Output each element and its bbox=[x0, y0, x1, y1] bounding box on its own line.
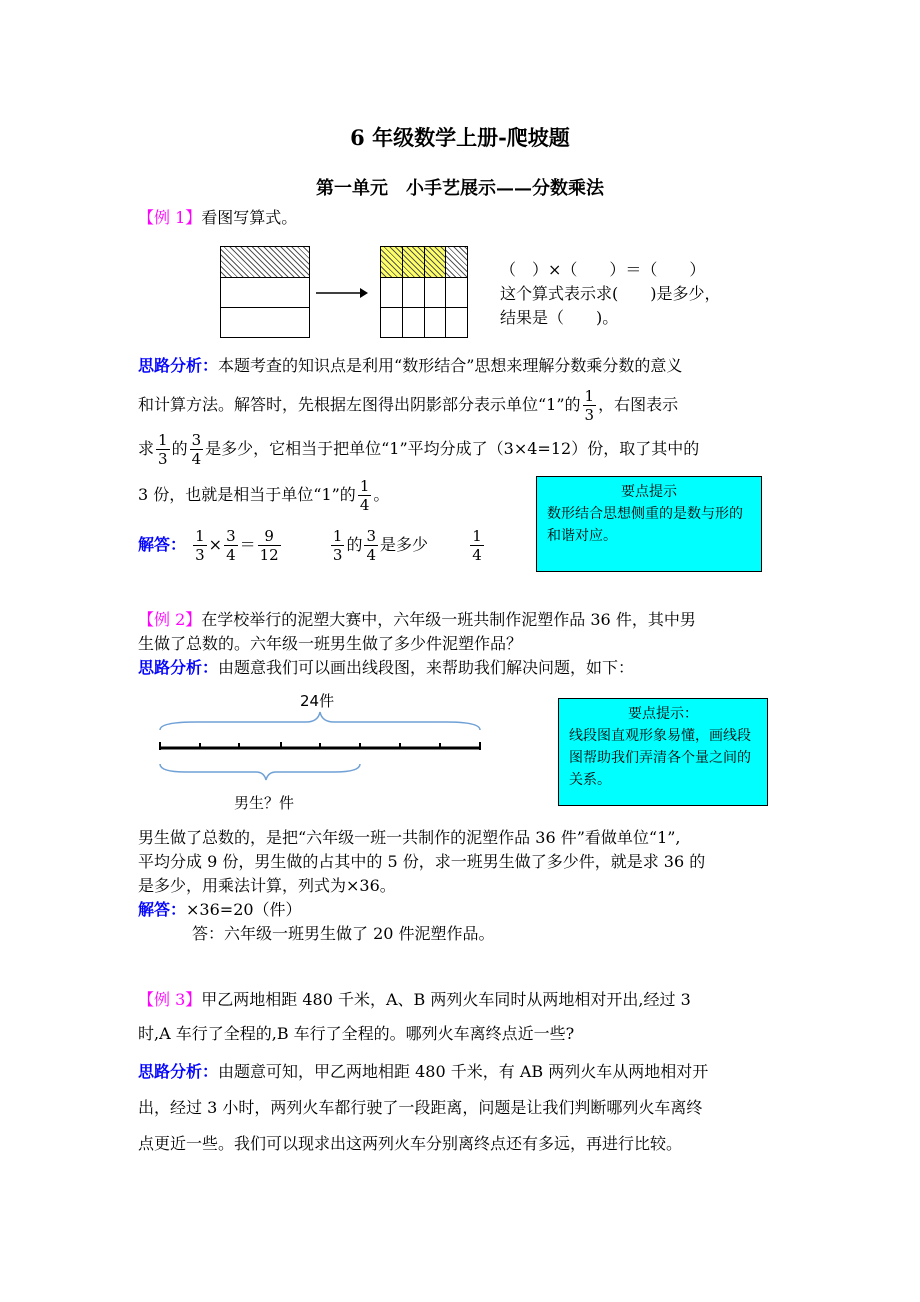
line-segment-diagram bbox=[156, 708, 486, 788]
right-vline-2 bbox=[424, 247, 425, 337]
den: 3 bbox=[332, 546, 343, 564]
example-2-tag: 【例 2】 bbox=[138, 610, 202, 629]
example-1-question: 看图写算式。 bbox=[201, 208, 298, 227]
arrow-icon bbox=[316, 286, 368, 300]
answer-howmuch: 是多少 bbox=[380, 535, 429, 554]
hint-2-body: 线段图直观形象易懂，画线段图帮助我们弄清各个量之间的关系。 bbox=[569, 728, 751, 788]
blank-meaning: 这个算式表示求( )是多少， bbox=[500, 284, 721, 303]
fraction-1-4 bbox=[358, 477, 372, 514]
right-shaded-cells bbox=[381, 247, 445, 277]
den: 4 bbox=[366, 546, 377, 564]
analysis-1-label: 思路分析： bbox=[138, 356, 219, 375]
analysis-2-line bbox=[138, 658, 634, 678]
num: 1 bbox=[472, 527, 482, 545]
answer-fraction-9-12 bbox=[258, 527, 281, 564]
example-2-para-1: 男生做了总数的，是把“六年级一班一共制作的泥塑作品 36 件”看做单位“1”, bbox=[138, 828, 681, 847]
answer-fraction-1-3 bbox=[193, 527, 207, 564]
hint-box-1 bbox=[536, 476, 762, 572]
answer-of: 的 bbox=[346, 535, 363, 554]
blank-result: 结果是（ )。 bbox=[500, 308, 619, 327]
num: 1 bbox=[332, 527, 343, 545]
analysis-1-text-1: 本题考查的知识点是利用“数形结合”思想来理解分数乘分数的意义 bbox=[218, 356, 683, 375]
num: 1 bbox=[158, 431, 168, 449]
example-1-question-line bbox=[138, 208, 297, 228]
left-row-2 bbox=[221, 307, 309, 308]
answer-fraction-3-4 bbox=[224, 527, 238, 564]
analysis-2-label: 思路分析： bbox=[138, 658, 219, 677]
den: 3 bbox=[195, 546, 205, 564]
fraction-3-4 bbox=[190, 431, 204, 468]
den: 4 bbox=[472, 546, 482, 564]
answer-2-text: ×36=20（件） bbox=[186, 900, 302, 919]
analysis-1-text-2a: 和计算方法。解答时，先根据左图得出阴影部分表示单位“1”的 bbox=[138, 395, 581, 414]
answer-fraction-1-4 bbox=[470, 527, 484, 564]
den: 4 bbox=[226, 546, 236, 564]
num: 1 bbox=[584, 387, 595, 405]
unit-title: 第一单元 小手艺展示——分数乘法 bbox=[316, 178, 604, 199]
right-vline-3 bbox=[445, 247, 446, 337]
times-sign: × bbox=[208, 535, 223, 554]
analysis-3-line-3: 点更近一些。我们可以现求出这两列火车分别离终点还有多远，再进行比较。 bbox=[138, 1134, 683, 1153]
num: 1 bbox=[359, 477, 370, 495]
example-2-question-line-2: 生做了总数的。六年级一班男生做了多少件泥塑作品？ bbox=[138, 634, 523, 653]
example-3-tag: 【例 3】 bbox=[138, 990, 202, 1009]
analysis-1-text-3b: 的 bbox=[171, 439, 188, 458]
example-2-question-line-1 bbox=[138, 610, 696, 630]
analysis-1-text-2b: ，右图表示 bbox=[598, 395, 679, 414]
den: 3 bbox=[158, 450, 168, 468]
fraction-1-3 bbox=[583, 387, 597, 424]
hint-1-title: 要点提示 bbox=[621, 484, 677, 500]
equals-sign: ＝ bbox=[239, 535, 256, 554]
analysis-1-text-3a: 求 bbox=[138, 439, 155, 458]
right-vline-1 bbox=[402, 247, 403, 337]
answer-fraction-1-3b bbox=[331, 527, 345, 564]
den: 12 bbox=[259, 546, 279, 564]
analysis-1-line-2 bbox=[138, 384, 678, 426]
num: 9 bbox=[258, 527, 281, 546]
left-figure bbox=[220, 246, 310, 338]
num: 1 bbox=[195, 527, 205, 545]
example-3-question-line-2: 时,A 车行了全程的,B 车行了全程的。哪列火车离终点近一些? bbox=[138, 1024, 575, 1043]
den: 3 bbox=[584, 406, 595, 424]
left-shaded-row bbox=[221, 247, 309, 278]
hint-2-title: 要点提示： bbox=[628, 706, 698, 722]
example-2-para-2: 平均分成 9 份，男生做的占其中的 5 份，求一班男生做了多少件，就是求 36 的 bbox=[138, 852, 706, 871]
num: 3 bbox=[366, 527, 377, 545]
answer-1-line bbox=[138, 524, 486, 566]
segment-top-label: 24件 bbox=[300, 692, 335, 710]
example-3-q1: 甲乙两地相距 480 千米，A、B 两列火车同时从两地相对开出,经过 3 bbox=[201, 990, 691, 1009]
analysis-3-text-1: 由题意可知，甲乙两地相距 480 千米，有 AB 两列火车从两地相对开 bbox=[218, 1062, 709, 1081]
num: 3 bbox=[226, 527, 236, 545]
answer-1-label: 解答： bbox=[138, 535, 187, 554]
right-figure bbox=[380, 246, 468, 338]
hint-box-2 bbox=[558, 698, 768, 806]
answer-2-label: 解答： bbox=[138, 900, 187, 919]
blank-equation: （ ）×（ ）＝（ ） bbox=[500, 260, 706, 279]
analysis-1-text-4b: 。 bbox=[373, 485, 390, 504]
answer-fraction-3-4b bbox=[364, 527, 378, 564]
analysis-2-text: 由题意我们可以画出线段图，来帮助我们解决问题，如下： bbox=[218, 658, 635, 677]
fraction-1-3 bbox=[156, 431, 170, 468]
analysis-1-line-3 bbox=[138, 428, 699, 470]
analysis-1-text-3c: 是多少，它相当于把单位“1”平均分成了（3×4=12）份，取了其中的 bbox=[205, 439, 700, 458]
num: 3 bbox=[191, 431, 202, 449]
den: 4 bbox=[191, 450, 202, 468]
analysis-3-label: 思路分析： bbox=[138, 1062, 219, 1081]
analysis-1-line-1 bbox=[138, 356, 682, 376]
example-2-q1: 在学校举行的泥塑大赛中，六年级一班共制作泥塑作品 36 件，其中男 bbox=[201, 610, 696, 629]
analysis-1-text-4a: 3 份，也就是相当于单位“1”的 bbox=[138, 485, 356, 504]
den: 4 bbox=[359, 496, 370, 514]
example-1-tag: 【例 1】 bbox=[138, 208, 202, 227]
hint-1-body: 数形结合思想侧重的是数与形的和谐对应。 bbox=[547, 506, 743, 544]
answer-2-line bbox=[138, 900, 302, 920]
example-2-para-3: 是多少，用乘法计算，列式为×36。 bbox=[138, 876, 396, 895]
analysis-3-line-2: 出，经过 3 小时，两列火车都行驶了一段距离，问题是让我们判断哪列火车离终 bbox=[138, 1098, 703, 1117]
analysis-1-line-4 bbox=[138, 474, 389, 516]
right-hatched-cell bbox=[445, 247, 467, 277]
analysis-3-line-1 bbox=[138, 1062, 708, 1082]
example-3-question-line-1 bbox=[138, 990, 691, 1010]
page-title: 6 年级数学上册-爬坡题 bbox=[350, 125, 570, 150]
example-2-reply: 答：六年级一班男生做了 20 件泥塑作品。 bbox=[192, 924, 495, 943]
segment-bottom-label: 男生？件 bbox=[234, 794, 295, 812]
